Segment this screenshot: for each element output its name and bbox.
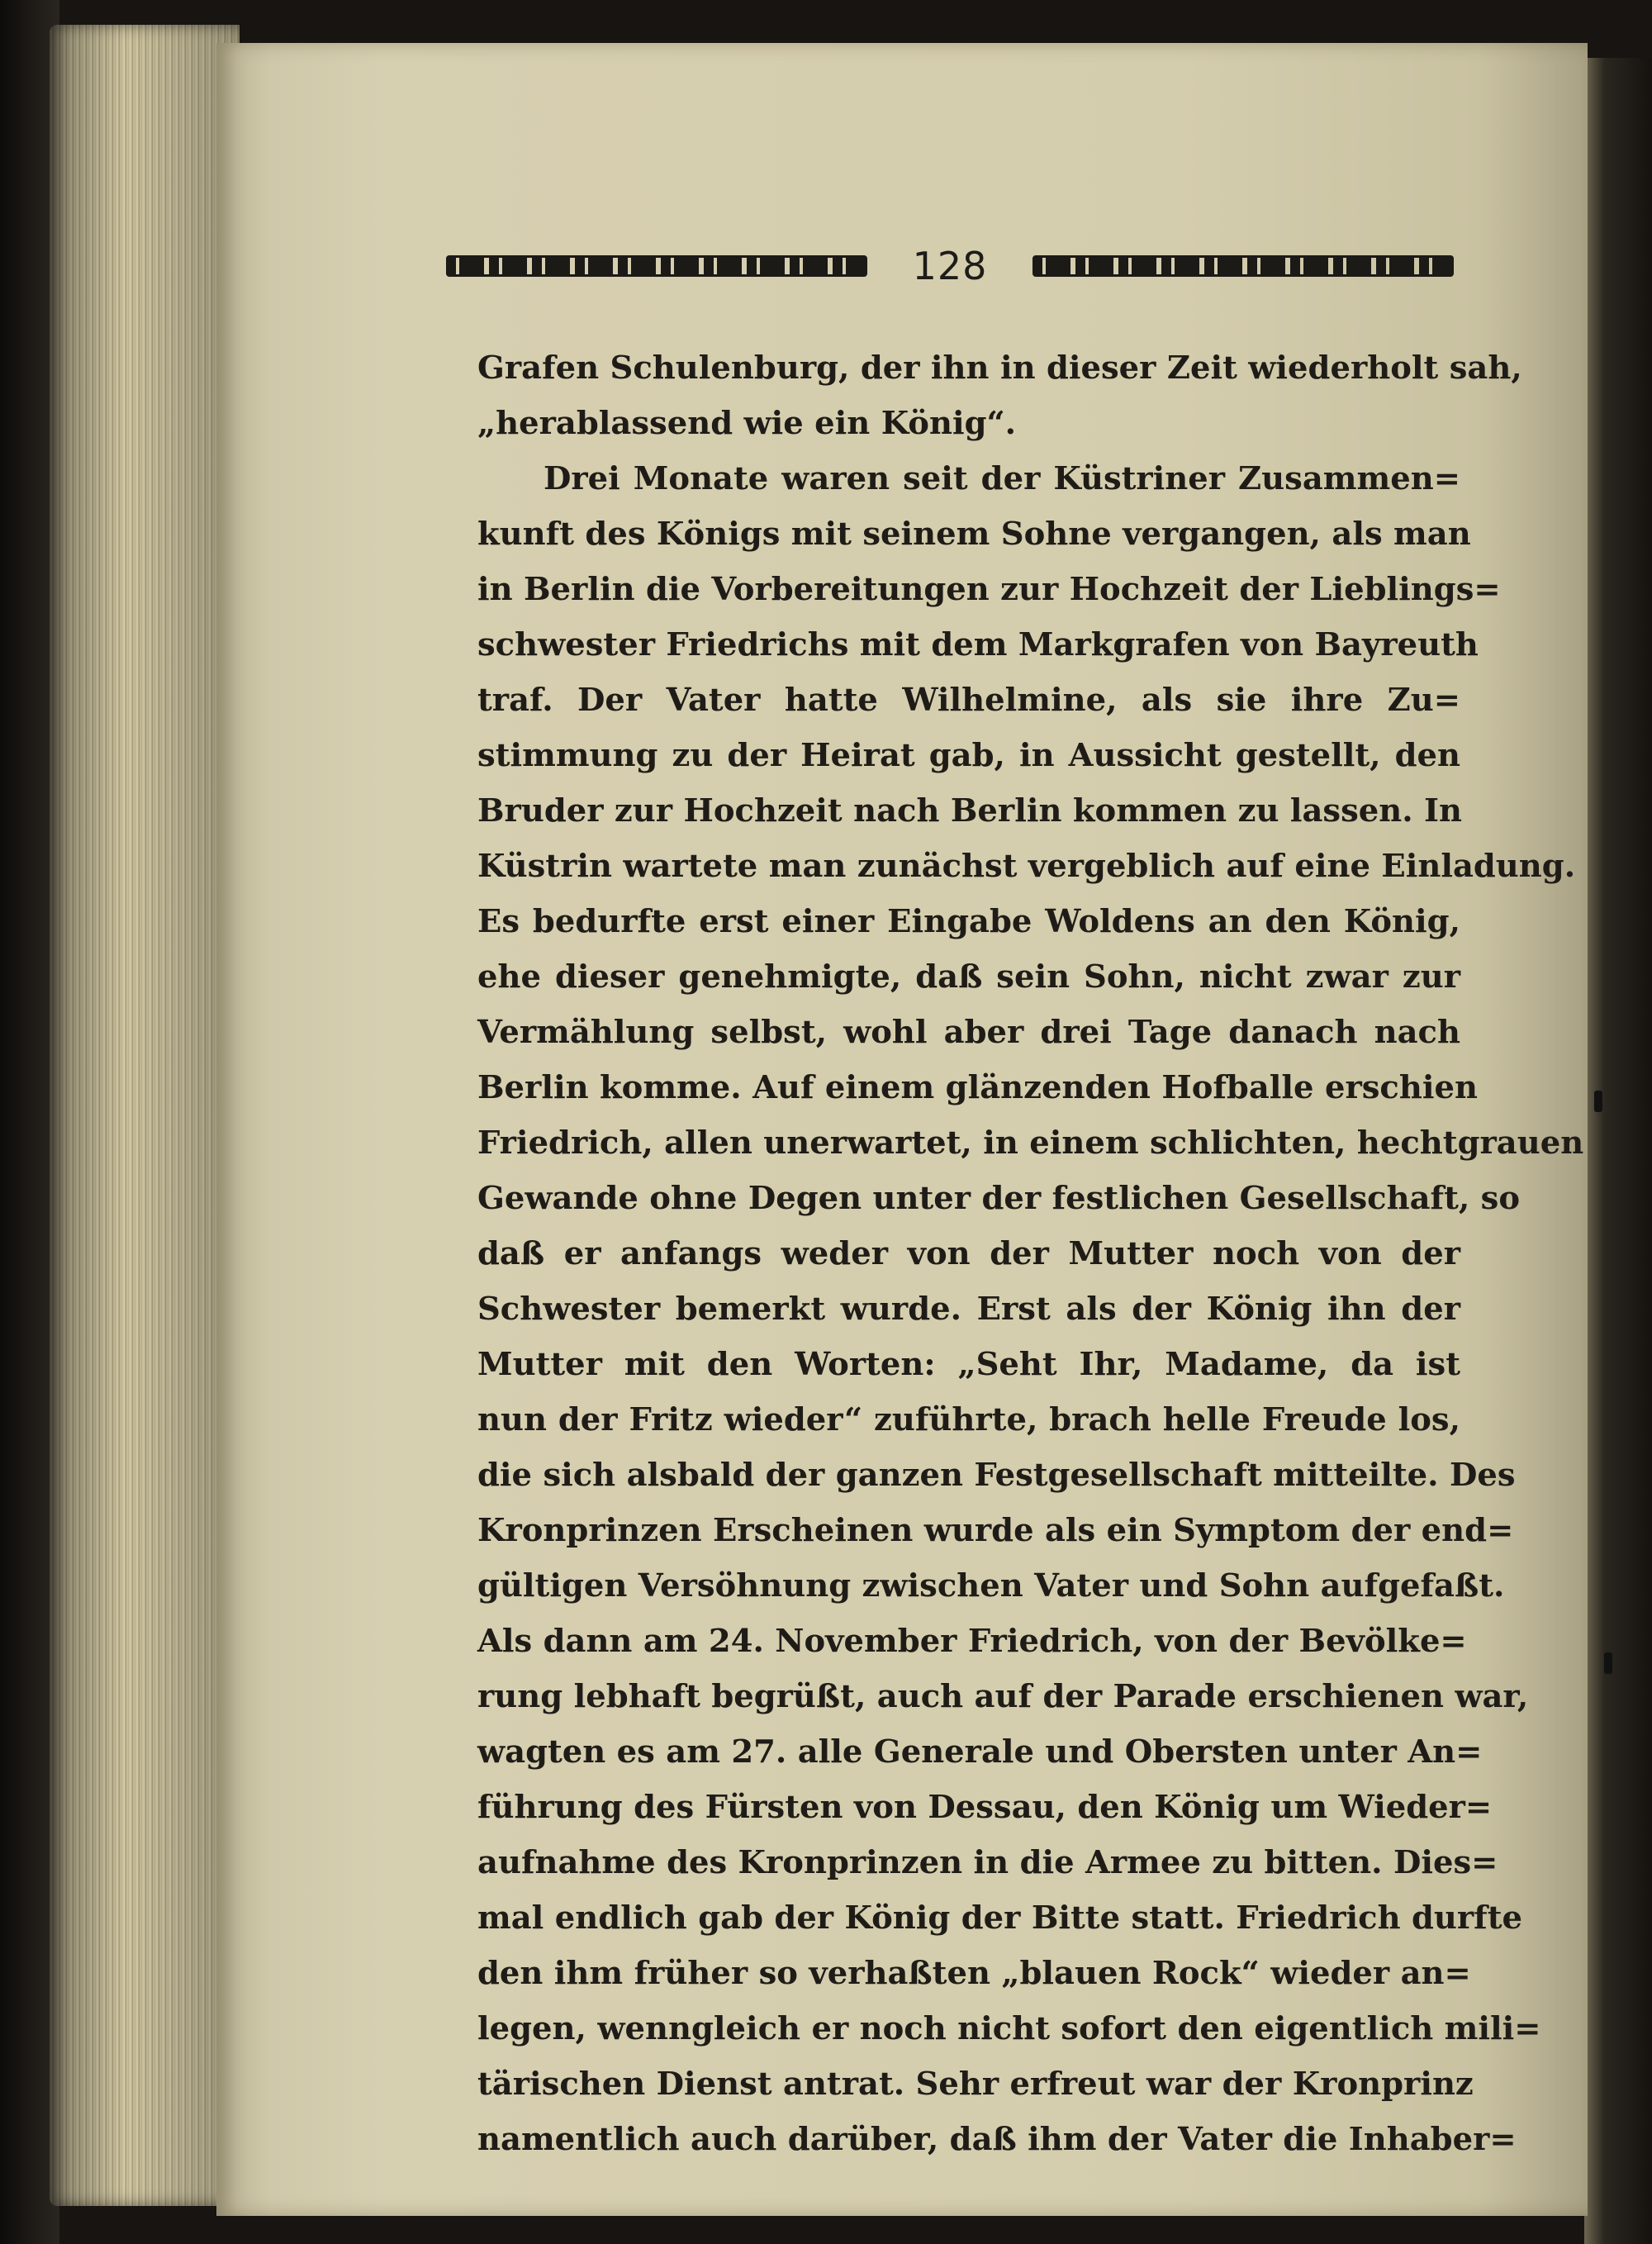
leaf-mark (1604, 1652, 1612, 1674)
body-text (477, 340, 1584, 2167)
text-line: Als dann am 24. November Friedrich, von der Bevölke= (477, 1623, 1467, 1660)
text-line: daß er anfangs weder von der Mutter noch von der (477, 1235, 1460, 1272)
running-head (446, 241, 1454, 291)
text-line: Friedrich, allen unerwartet, in einem schlichten, hechtgrauen (477, 1124, 1584, 1162)
text-line: nun der Fritz wieder“ zuführte, brach helle Freude los, (477, 1401, 1460, 1438)
page-number: 128 (912, 244, 988, 288)
text-line: legen, wenngleich er noch nicht sofort den eigentlich mili= (477, 2010, 1541, 2047)
text-line: namentlich auch darüber, daß ihm der Vater die Inhaber= (477, 2121, 1517, 2158)
text-line: Mutter mit den Worten: „Seht Ihr, Madame, da ist (477, 1346, 1460, 1383)
text-line: „herablassend wie ein König“. (477, 405, 1017, 442)
text-line: die sich alsbald der ganzen Festgesellschaft mitteilte. Des (477, 1457, 1516, 1494)
text-line: den ihm früher so verhaßten „blauen Rock“ wieder an= (477, 1955, 1471, 1992)
text-line: schwester Friedrichs mit dem Markgrafen von Bayreuth (477, 626, 1479, 663)
text-line: kunft des Königs mit seinem Sohne vergangen, als man (477, 516, 1471, 553)
text-line: Drei Monate waren seit der Küstriner Zusammen= (544, 460, 1460, 497)
text-line: Grafen Schulenburg, der ihn in dieser Zeit wiederholt sah, (477, 349, 1522, 387)
page-stack-shadow (50, 25, 240, 2206)
text-line: Es bedurfte erst einer Eingabe Woldens an den König, (477, 903, 1460, 940)
text-line: Gewande ohne Degen unter der festlichen Gesellschaft, so (477, 1180, 1521, 1217)
text-line: Kronprinzen Erscheinen wurde als ein Symptom der end= (477, 1512, 1514, 1549)
text-line: ehe dieser genehmigte, daß sein Sohn, nicht zwar zur (477, 958, 1460, 996)
leaf-mark (1594, 1091, 1602, 1112)
text-line: Bruder zur Hochzeit nach Berlin kommen zu lassen. In (477, 792, 1463, 830)
text-line: stimmung zu der Heirat gab, in Aussicht gestellt, den (477, 737, 1460, 774)
text-line: aufnahme des Kronprinzen in die Armee zu bitten. Dies= (477, 1844, 1498, 1881)
text-line: in Berlin die Vorbereitungen zur Hochzeit der Lieblings= (477, 571, 1501, 608)
text-line: Küstrin wartete man zunächst vergeblich auf eine Einladung. (477, 848, 1576, 885)
text-line: rung lebhaft begrüßt, auch auf der Parade erschienen war, (477, 1678, 1529, 1715)
text-line: mal endlich gab der König der Bitte statt. Friedrich durfte (477, 1899, 1523, 1937)
text-line: traf. Der Vater hatte Wilhelmine, als sie ihre Zu= (477, 682, 1460, 719)
text-line: Berlin komme. Auf einem glänzenden Hofballe erschien (477, 1069, 1478, 1106)
text-line: gültigen Versöhnung zwischen Vater und Sohn aufgefaßt. (477, 1567, 1505, 1605)
text-line: Vermählung selbst, wohl aber drei Tage danach nach (477, 1014, 1460, 1051)
text-line: Schwester bemerkt wurde. Erst als der König ihn der (477, 1291, 1460, 1328)
ornament-right (1032, 255, 1454, 277)
text-line: tärischen Dienst antrat. Sehr erfreut war der Kronprinz (477, 2066, 1474, 2103)
text-line: führung des Fürsten von Dessau, den König um Wieder= (477, 1789, 1493, 1826)
ornament-left (446, 255, 867, 277)
text-line: wagten es am 27. alle Generale und Obersten unter An= (477, 1733, 1483, 1771)
next-leaf-edge (1584, 58, 1652, 2244)
